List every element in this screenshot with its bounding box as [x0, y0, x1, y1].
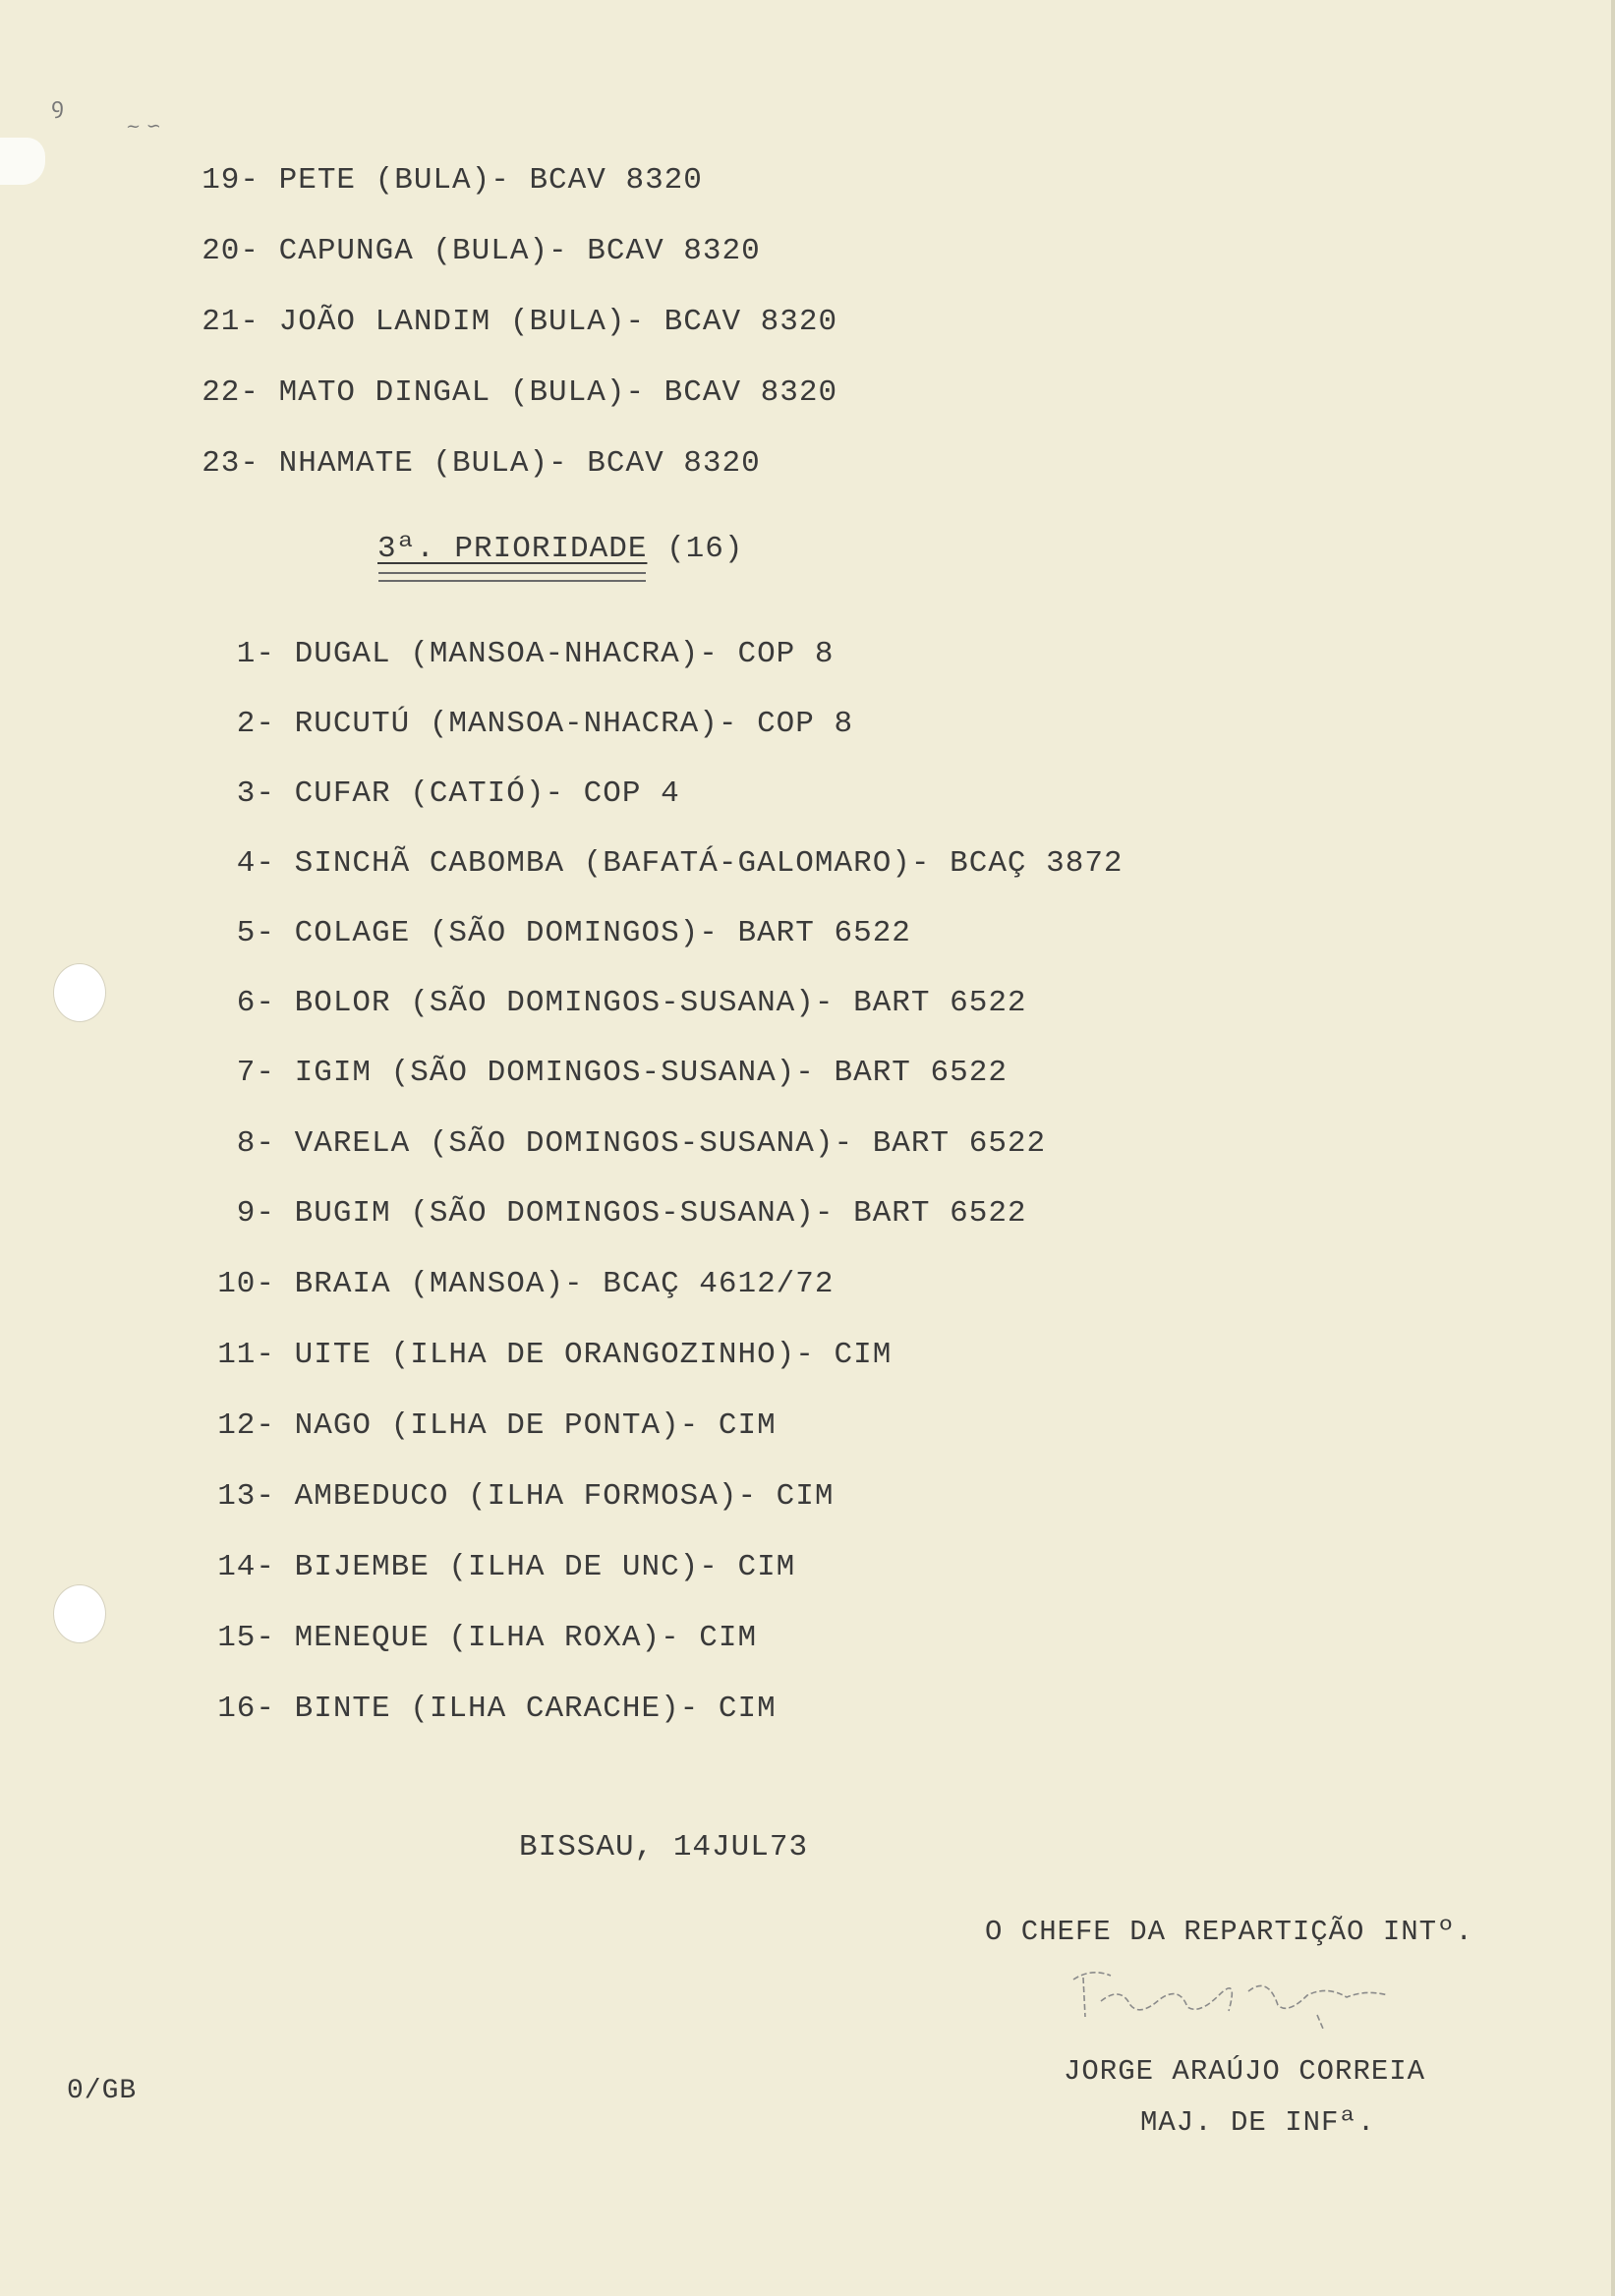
- list-item: 12- NAGO (ILHA DE PONTA)- CIM: [217, 1408, 777, 1443]
- handwritten-signature: [1071, 1956, 1406, 2035]
- list-item: 4- SINCHÃ CABOMBA (BAFATÁ-GALOMARO)- BCAÇ 3872: [236, 846, 1124, 881]
- list-item: 1- DUGAL (MANSOA-NHACRA)- COP 8: [236, 637, 835, 671]
- punch-hole: [53, 963, 106, 1022]
- list-item: 5- COLAGE (SÃO DOMINGOS)- BART 6522: [236, 916, 911, 950]
- list-item: 19- PETE (BULA)- BCAV 8320: [202, 163, 703, 198]
- list-item: 2- RUCUTÚ (MANSOA-NHACRA)- COP 8: [236, 707, 854, 741]
- double-underline: [378, 572, 646, 582]
- pencil-mark: ꝯ: [51, 94, 64, 119]
- list-item: 22- MATO DINGAL (BULA)- BCAV 8320: [202, 375, 838, 410]
- list-item: 16- BINTE (ILHA CARACHE)- CIM: [217, 1692, 777, 1726]
- signatory-rank: MAJ. DE INFª.: [1140, 2106, 1376, 2139]
- list-item: 3- CUFAR (CATIÓ)- COP 4: [236, 776, 680, 811]
- section-heading: [377, 532, 743, 567]
- list-item: 20- CAPUNGA (BULA)- BCAV 8320: [202, 234, 761, 268]
- list-item: 7- IGIM (SÃO DOMINGOS-SUSANA)- BART 6522: [236, 1056, 1008, 1090]
- list-item: 15- MENEQUE (ILHA ROXA)- CIM: [217, 1621, 758, 1655]
- reference-code: 0/GB: [67, 2076, 138, 2106]
- list-item: 14- BIJEMBE (ILHA DE UNC)- CIM: [217, 1550, 796, 1584]
- list-item: 23- NHAMATE (BULA)- BCAV 8320: [202, 446, 761, 481]
- list-item: 8- VARELA (SÃO DOMINGOS-SUSANA)- BART 6522: [236, 1126, 1047, 1161]
- signatory-office: O CHEFE DA REPARTIÇÃO INTº.: [985, 1916, 1473, 1948]
- list-item: 10- BRAIA (MANSOA)- BCAÇ 4612/72: [217, 1267, 835, 1301]
- signatory-name: JORGE ARAÚJO CORREIA: [1064, 2055, 1426, 2088]
- place-date: BISSAU, 14JUL73: [519, 1830, 809, 1865]
- list-item: 11- UITE (ILHA DE ORANGOZINHO)- CIM: [217, 1338, 893, 1372]
- list-item: 21- JOÃO LANDIM (BULA)- BCAV 8320: [202, 305, 838, 339]
- pencil-mark: ~ ∽: [126, 116, 161, 137]
- punch-hole: [53, 1584, 106, 1643]
- list-item: 6- BOLOR (SÃO DOMINGOS-SUSANA)- BART 6522: [236, 986, 1027, 1020]
- list-item: 9- BUGIM (SÃO DOMINGOS-SUSANA)- BART 6522: [236, 1196, 1027, 1231]
- section-title: 3ª. PRIORIDADE: [377, 532, 648, 566]
- torn-corner: [0, 138, 45, 185]
- list-item: 13- AMBEDUCO (ILHA FORMOSA)- CIM: [217, 1479, 835, 1514]
- section-count: (16): [666, 532, 744, 566]
